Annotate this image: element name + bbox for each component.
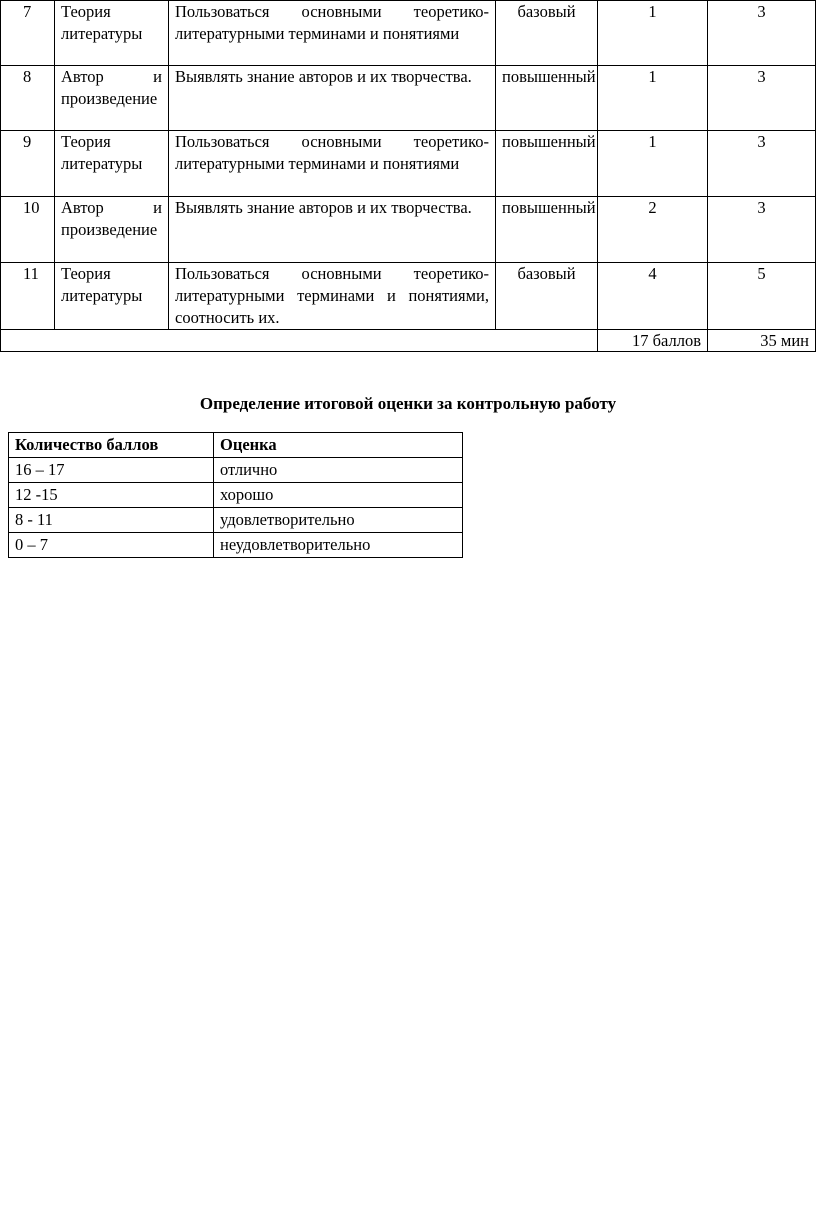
- row-time: 5: [708, 263, 816, 330]
- row-level: базовый: [496, 1, 598, 66]
- row-topic: Теория литературы: [55, 263, 169, 330]
- table-row: [1, 66, 816, 131]
- section-title: Определение итоговой оценки за контрольную работу: [199, 394, 617, 413]
- row-number: 10: [1, 197, 55, 263]
- row-skill: Выявлять знание авторов и их творчества.: [169, 66, 496, 131]
- total-row: [1, 330, 816, 352]
- row-score: 1: [598, 131, 708, 197]
- grade-points: 16 – 17: [9, 458, 214, 483]
- row-level: повышенный: [496, 197, 598, 263]
- row-topic: Автор и произведение: [55, 66, 169, 131]
- grade-points: 0 – 7: [9, 533, 214, 558]
- table-row: [9, 458, 463, 483]
- row-topic: Теория литературы: [55, 1, 169, 66]
- total-score: 17 баллов: [598, 330, 708, 352]
- grade-value: неудовлетворительно: [214, 533, 463, 558]
- table-row: [1, 197, 816, 263]
- row-skill: Пользоваться основными теоретико-литературными терминами и понятиями: [169, 131, 496, 197]
- header-points: Количество баллов: [9, 433, 214, 458]
- grade-value: хорошо: [214, 483, 463, 508]
- row-score: 1: [598, 1, 708, 66]
- header-grade: Оценка: [214, 433, 463, 458]
- row-number: 9: [1, 131, 55, 197]
- total-time: 35 мин: [708, 330, 816, 352]
- grade-points: 12 -15: [9, 483, 214, 508]
- grade-table: [8, 432, 463, 558]
- row-skill: Выявлять знание авторов и их творчества.: [169, 197, 496, 263]
- row-level: повышенный: [496, 66, 598, 131]
- row-time: 3: [708, 1, 816, 66]
- row-time: 3: [708, 131, 816, 197]
- table-row: [1, 131, 816, 197]
- row-topic: Теория литературы: [55, 131, 169, 197]
- grade-points: 8 - 11: [9, 508, 214, 533]
- row-level: повышенный: [496, 131, 598, 197]
- row-topic: Автор и произведение: [55, 197, 169, 263]
- grade-value: отлично: [214, 458, 463, 483]
- row-level: базовый: [496, 263, 598, 330]
- row-number: 7: [1, 1, 55, 66]
- table-row: [9, 533, 463, 558]
- row-score: 1: [598, 66, 708, 131]
- row-number: 8: [1, 66, 55, 131]
- row-skill: Пользоваться основными теоретико-литературными терминами и понятиями: [169, 1, 496, 66]
- row-number: 11: [1, 263, 55, 330]
- grade-table-header: [9, 433, 463, 458]
- row-time: 3: [708, 66, 816, 131]
- table-row: [9, 508, 463, 533]
- row-score: 2: [598, 197, 708, 263]
- row-score: 4: [598, 263, 708, 330]
- total-spacer: [1, 330, 598, 352]
- table-row: [1, 1, 816, 66]
- table-row: [1, 263, 816, 330]
- row-skill: Пользоваться основными теоретико-литературными терминами и понятиями, соотносить их.: [169, 263, 496, 330]
- grade-value: удовлетворительно: [214, 508, 463, 533]
- row-time: 3: [708, 197, 816, 263]
- criteria-table: [0, 0, 816, 352]
- table-row: [9, 483, 463, 508]
